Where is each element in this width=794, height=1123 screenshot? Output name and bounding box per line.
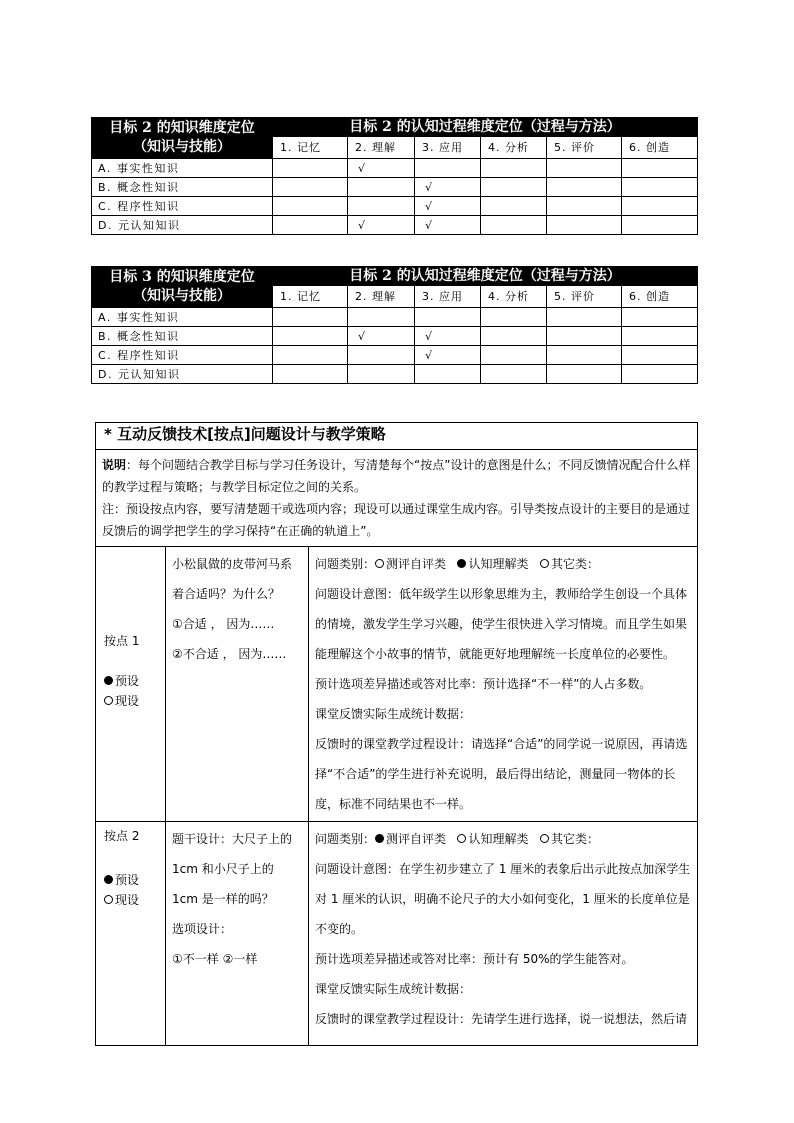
point-label-cell [96,547,166,822]
option-text: ②不合适 ， 因为…… [172,647,287,661]
col-header: 4. 分析 [481,286,547,308]
row-label: D. 元认知知识 [92,365,273,384]
question-cell [166,547,309,822]
mark-cell [348,178,415,197]
row-label: A. 事实性知识 [92,308,273,327]
empty-radio-icon [540,834,549,843]
mark-cell: √ [415,327,481,346]
table-row [92,159,698,178]
filled-radio-icon [457,559,466,568]
empty-radio-icon [540,559,549,568]
cognitive-dimension-header: 目标 2 的认知过程维度定位（过程与方法） [273,267,698,286]
statistics: 课堂反馈实际生成统计数据： [315,707,472,721]
point-name: 按点 1 [104,634,140,648]
mark-cell [273,346,348,365]
mark-cell [547,327,622,346]
mark-cell [547,178,622,197]
mark-cell [622,308,698,327]
col-header: 2. 理解 [348,137,415,159]
row-label: A. 事实性知识 [92,159,273,178]
process-design: 反馈时的课堂教学过程设计：先请学生进行选择，说一说想法，然后请 [315,1012,688,1026]
mark-cell [547,216,622,235]
filled-radio-icon [375,834,384,843]
design-cell [309,822,698,1046]
mark-cell [547,197,622,216]
col-header: 3. 应用 [415,137,481,159]
mark-cell [622,216,698,235]
option-label: 选项设计： [172,922,233,936]
question-stem: 小松鼠做的皮带河马系着合适吗？为什么？ [172,557,293,601]
mark-cell [348,346,415,365]
question-category: 问题类别： 测评自评类 认知理解类 其它类： [315,832,599,846]
desc-text: ：每个问题结合教学目标与学习任务设计，写清楚每个“按点”设计的意图是什么；不同反馈情况配合什么样的教学过程与策略；与教学目标定位之间的关系。 [102,458,691,494]
mark-cell [348,365,415,384]
mark-cell [481,159,547,178]
row-label: D. 元认知知识 [92,216,273,235]
prediction: 预计选项差异描述或答对比率：预计选择“不一样”的人占多数。 [315,677,652,691]
col-header: 5. 评价 [547,137,622,159]
mark-cell [547,159,622,178]
empty-radio-icon [104,895,113,904]
point-row [96,547,698,822]
strategy-title: * 互动反馈技术[按点]问题设计与教学策略 [96,423,698,450]
mark-cell [273,327,348,346]
live-option[interactable]: 现设 [104,894,157,906]
filled-radio-icon [104,875,113,884]
table-row [92,327,698,346]
empty-radio-icon [457,834,466,843]
mark-cell [348,308,415,327]
strategy-description [96,450,698,547]
option-text: ①不一样 ②一样 [172,952,258,966]
table-row [92,346,698,365]
design-intent: 问题设计意图：在学生初步建立了 1 厘米的表象后出示此按点加深学生对 1 厘米的认识，明确不论尺子的大小如何变化，1 厘米的长度单位是不变的。 [315,862,691,936]
dimension-table-2 [91,266,698,384]
mark-cell [622,159,698,178]
cognitive-dimension-header: 目标 2 的认知过程维度定位（过程与方法） [273,118,698,137]
mark-cell: √ [348,327,415,346]
filled-radio-icon [104,676,113,685]
point-row [96,822,698,1046]
knowledge-dimension-header: 目标 3 的知识维度定位 （知识与技能） [92,267,273,308]
mark-cell: √ [415,346,481,365]
dimension-table-1 [91,117,698,235]
table-row [92,308,698,327]
question-category: 问题类别： 测评自评类 认知理解类 其它类： [315,557,599,571]
table-row [92,365,698,384]
col-header: 2. 理解 [348,286,415,308]
mark-cell [622,327,698,346]
mark-cell [273,197,348,216]
mark-cell [481,197,547,216]
mark-cell [415,365,481,384]
mark-cell [622,178,698,197]
point-name: 按点 2 [104,829,140,843]
design-intent: 问题设计意图：低年级学生以形象思维为主，教师给学生创设一个具体的情境，激发学生学习兴趣，使学生很快进入学习情境。而且学生如果能理解这个小故事的情节，就能更好地理解统一长度单位的必要性。 [315,587,688,661]
preset-option[interactable]: 预设 [104,675,157,687]
mark-cell: √ [415,178,481,197]
knowledge-dimension-header: 目标 2 的知识维度定位 （知识与技能） [92,118,273,159]
col-header: 1. 记忆 [273,286,348,308]
mark-cell: √ [348,216,415,235]
mark-cell [547,346,622,365]
mark-cell [273,216,348,235]
preset-option[interactable]: 预设 [104,874,157,886]
col-header: 1. 记忆 [273,137,348,159]
mark-cell [622,365,698,384]
mark-cell [273,178,348,197]
question-stem: 题干设计：大尺子上的 1cm 和小尺子上的 1cm 是一样的吗？ [172,832,293,906]
live-option[interactable]: 现设 [104,695,157,707]
process-design: 反馈时的课堂教学过程设计：请选择“合适”的同学说一说原因，再请选择“不合适”的学生进行补充说明，最后得出结论，测量同一物体的长度，标准不同结果也不一样。 [315,737,688,811]
col-header: 4. 分析 [481,137,547,159]
mark-cell [415,159,481,178]
mark-cell: √ [348,159,415,178]
row-label: B. 概念性知识 [92,327,273,346]
row-label: B. 概念性知识 [92,178,273,197]
table-row [92,216,698,235]
mark-cell [481,216,547,235]
note-text: 注：预设按点内容，要写清楚题干或选项内容；现设可以通过课堂生成内容。引导类按点设计的主要目的是通过反馈后的调学把学生的学习保持“在正确的轨道上”。 [102,502,691,538]
empty-radio-icon [375,559,384,568]
design-cell [309,547,698,822]
mark-cell [547,308,622,327]
col-header: 6. 创造 [622,286,698,308]
mark-cell: √ [415,197,481,216]
table-row [92,197,698,216]
mark-cell: √ [415,216,481,235]
question-cell [166,822,309,1046]
mark-cell [348,197,415,216]
col-header: 3. 应用 [415,286,481,308]
row-label: C. 程序性知识 [92,197,273,216]
mark-cell [273,308,348,327]
statistics: 课堂反馈实际生成统计数据： [315,982,472,996]
mark-cell [481,365,547,384]
point-label-cell [96,822,166,1046]
mark-cell [415,308,481,327]
mark-cell [273,365,348,384]
mark-cell [481,178,547,197]
mark-cell [481,308,547,327]
table-row [92,178,698,197]
desc-label: 说明 [102,458,127,472]
row-label: C. 程序性知识 [92,346,273,365]
mark-cell [547,365,622,384]
mark-cell [622,346,698,365]
col-header: 6. 创造 [622,137,698,159]
option-text: ①合适 ， 因为…… [172,617,275,631]
mark-cell [481,346,547,365]
mark-cell [481,327,547,346]
mark-cell [273,159,348,178]
prediction: 预计选项差异描述或答对比率：预计有 50%的学生能答对。 [315,952,634,966]
col-header: 5. 评价 [547,286,622,308]
mark-cell [622,197,698,216]
strategy-table [95,422,698,1046]
empty-radio-icon [104,696,113,705]
